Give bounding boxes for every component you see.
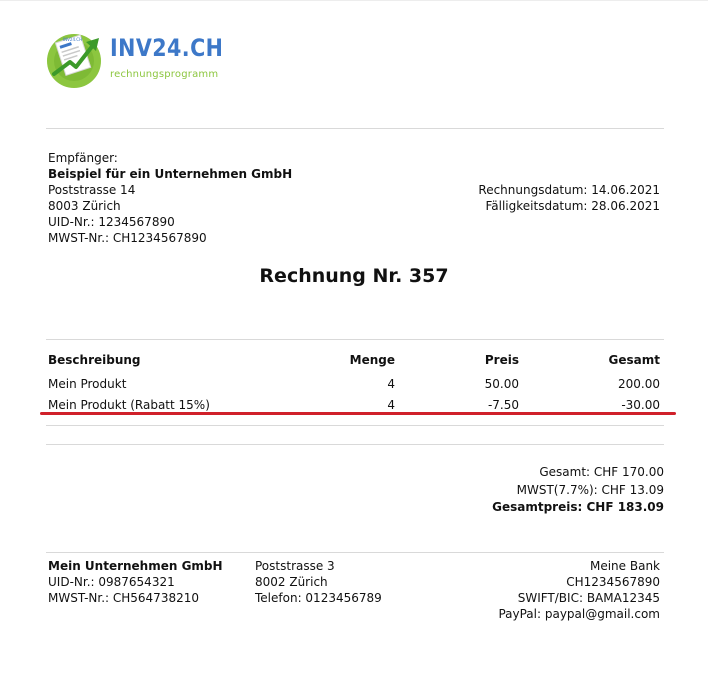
logo-mini-label: INV24.CH — [63, 37, 83, 42]
cell-total: -30.00 — [621, 398, 660, 412]
invoice-date: Rechnungsdatum: 14.06.2021 — [478, 183, 660, 197]
recipient-uid: UID-Nr.: 1234567890 — [48, 215, 175, 229]
invoice-title: Rechnung Nr. 357 — [259, 265, 449, 287]
cell-description: Mein Produkt (Rabatt 15%) — [48, 398, 210, 412]
footer-uid: UID-Nr.: 0987654321 — [48, 575, 175, 589]
recipient-mwst: MWST-Nr.: CH1234567890 — [48, 231, 207, 245]
divider — [46, 552, 664, 553]
footer-street: Poststrasse 3 — [255, 559, 335, 573]
grand-total-value: CHF 183.09 — [586, 500, 664, 514]
red-underline-annotation — [40, 412, 676, 415]
company-logo — [44, 26, 234, 92]
logo-brand-text: INV24.CH — [110, 34, 224, 62]
recipient-street: Poststrasse 14 — [48, 183, 136, 197]
vat-amount: MWST(7.7%): CHF 13.09 — [516, 483, 664, 497]
logo-mark-icon — [44, 28, 106, 90]
subtotal: Gesamt: CHF 170.00 — [539, 465, 664, 479]
footer-swift: SWIFT/BIC: BAMA12345 — [517, 591, 660, 605]
divider — [46, 425, 664, 426]
column-header-description: Beschreibung — [48, 353, 141, 367]
recipient-city: 8003 Zürich — [48, 199, 121, 213]
cell-price: -7.50 — [487, 398, 519, 412]
divider — [46, 339, 664, 340]
cell-quantity: 4 — [387, 398, 395, 412]
divider — [46, 444, 664, 445]
grand-total — [492, 499, 664, 515]
recipient-name: Beispiel für ein Unternehmen GmbH — [48, 167, 293, 181]
footer-bank-account: CH1234567890 — [566, 575, 660, 589]
cell-quantity: 4 — [387, 377, 395, 391]
footer-bank-name: Meine Bank — [589, 559, 660, 573]
footer-city: 8002 Zürich — [255, 575, 328, 589]
footer-paypal: PayPal: paypal@gmail.com — [498, 607, 660, 621]
cell-total: 200.00 — [618, 377, 660, 391]
cell-description: Mein Produkt — [48, 377, 127, 391]
divider — [46, 128, 664, 129]
logo-tagline: rechnungsprogramm — [110, 69, 219, 80]
column-header-quantity: Menge — [349, 353, 395, 367]
footer-mwst: MWST-Nr.: CH564738210 — [48, 591, 199, 605]
recipient-label: Empfänger: — [48, 151, 118, 165]
column-header-price: Preis — [484, 353, 519, 367]
cell-price: 50.00 — [484, 377, 519, 391]
footer-company-name: Mein Unternehmen GmbH — [48, 559, 223, 573]
footer-phone: Telefon: 0123456789 — [255, 591, 382, 605]
column-header-total: Gesamt — [608, 353, 660, 367]
grand-total-label: Gesamtpreis: — [492, 500, 583, 514]
due-date: Fälligkeitsdatum: 28.06.2021 — [485, 199, 660, 213]
